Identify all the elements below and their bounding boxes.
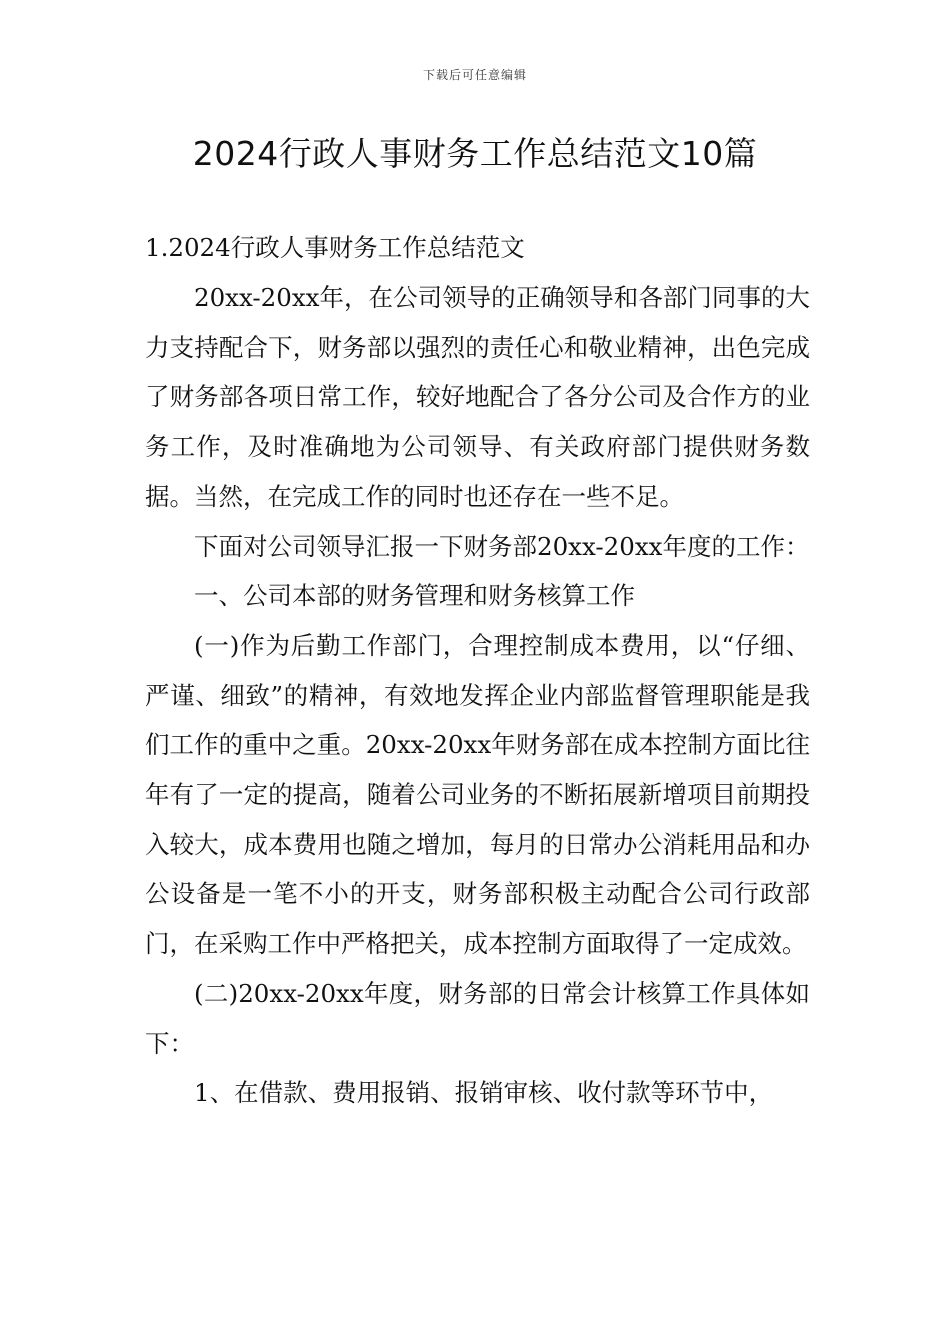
paragraph: 20xx-20xx年，在公司领导的正确领导和各部门同事的大力支持配合下，财务部以强烈的责任心和敬业精神，出色完成了财务部各项日常工作，较好地配合了各分公司及合作方的业务工作，及时准确地为公司领导、有关政府部门提供财务数据。当然，在完成工作的同时也还存在一些不足。 (145, 283, 810, 511)
paragraph: 下面对公司领导汇报一下财务部20xx-20xx年度的工作： (194, 531, 810, 561)
paragraph: 一、公司本部的财务管理和财务核算工作 (194, 581, 635, 611)
section-heading: 1.2024行政人事财务工作总结范文 (145, 233, 525, 262)
document-title: 2024行政人事财务工作总结范文10篇 (192, 134, 758, 173)
paragraph: (一)作为后勤工作部门，合理控制成本费用，以“仔细、严谨、细致”的精神，有效地发挥企业内部监督管理职能是我们工作的重中之重。20xx-20xx年财务部在成本控制方面比往年有了一定的提高，随着公司业务的不断拓展新增项目前期投入较大，成本费用也随之增加，每月的日常办公消耗用品和办公设备是一笔不小的开支，财务部积极主动配合公司行政部门，在采购工作中严格把关，成本控制方面取得了一定成效。 (145, 630, 810, 959)
paragraph: (二)20xx-20xx年度，财务部的日常会计核算工作具体如下： (145, 978, 810, 1058)
header-note: 下载后可任意编辑 (422, 68, 527, 82)
document-body (145, 273, 810, 1118)
paragraph: 1、在借款、费用报销、报销审核、收付款等环节中， (194, 1078, 774, 1108)
